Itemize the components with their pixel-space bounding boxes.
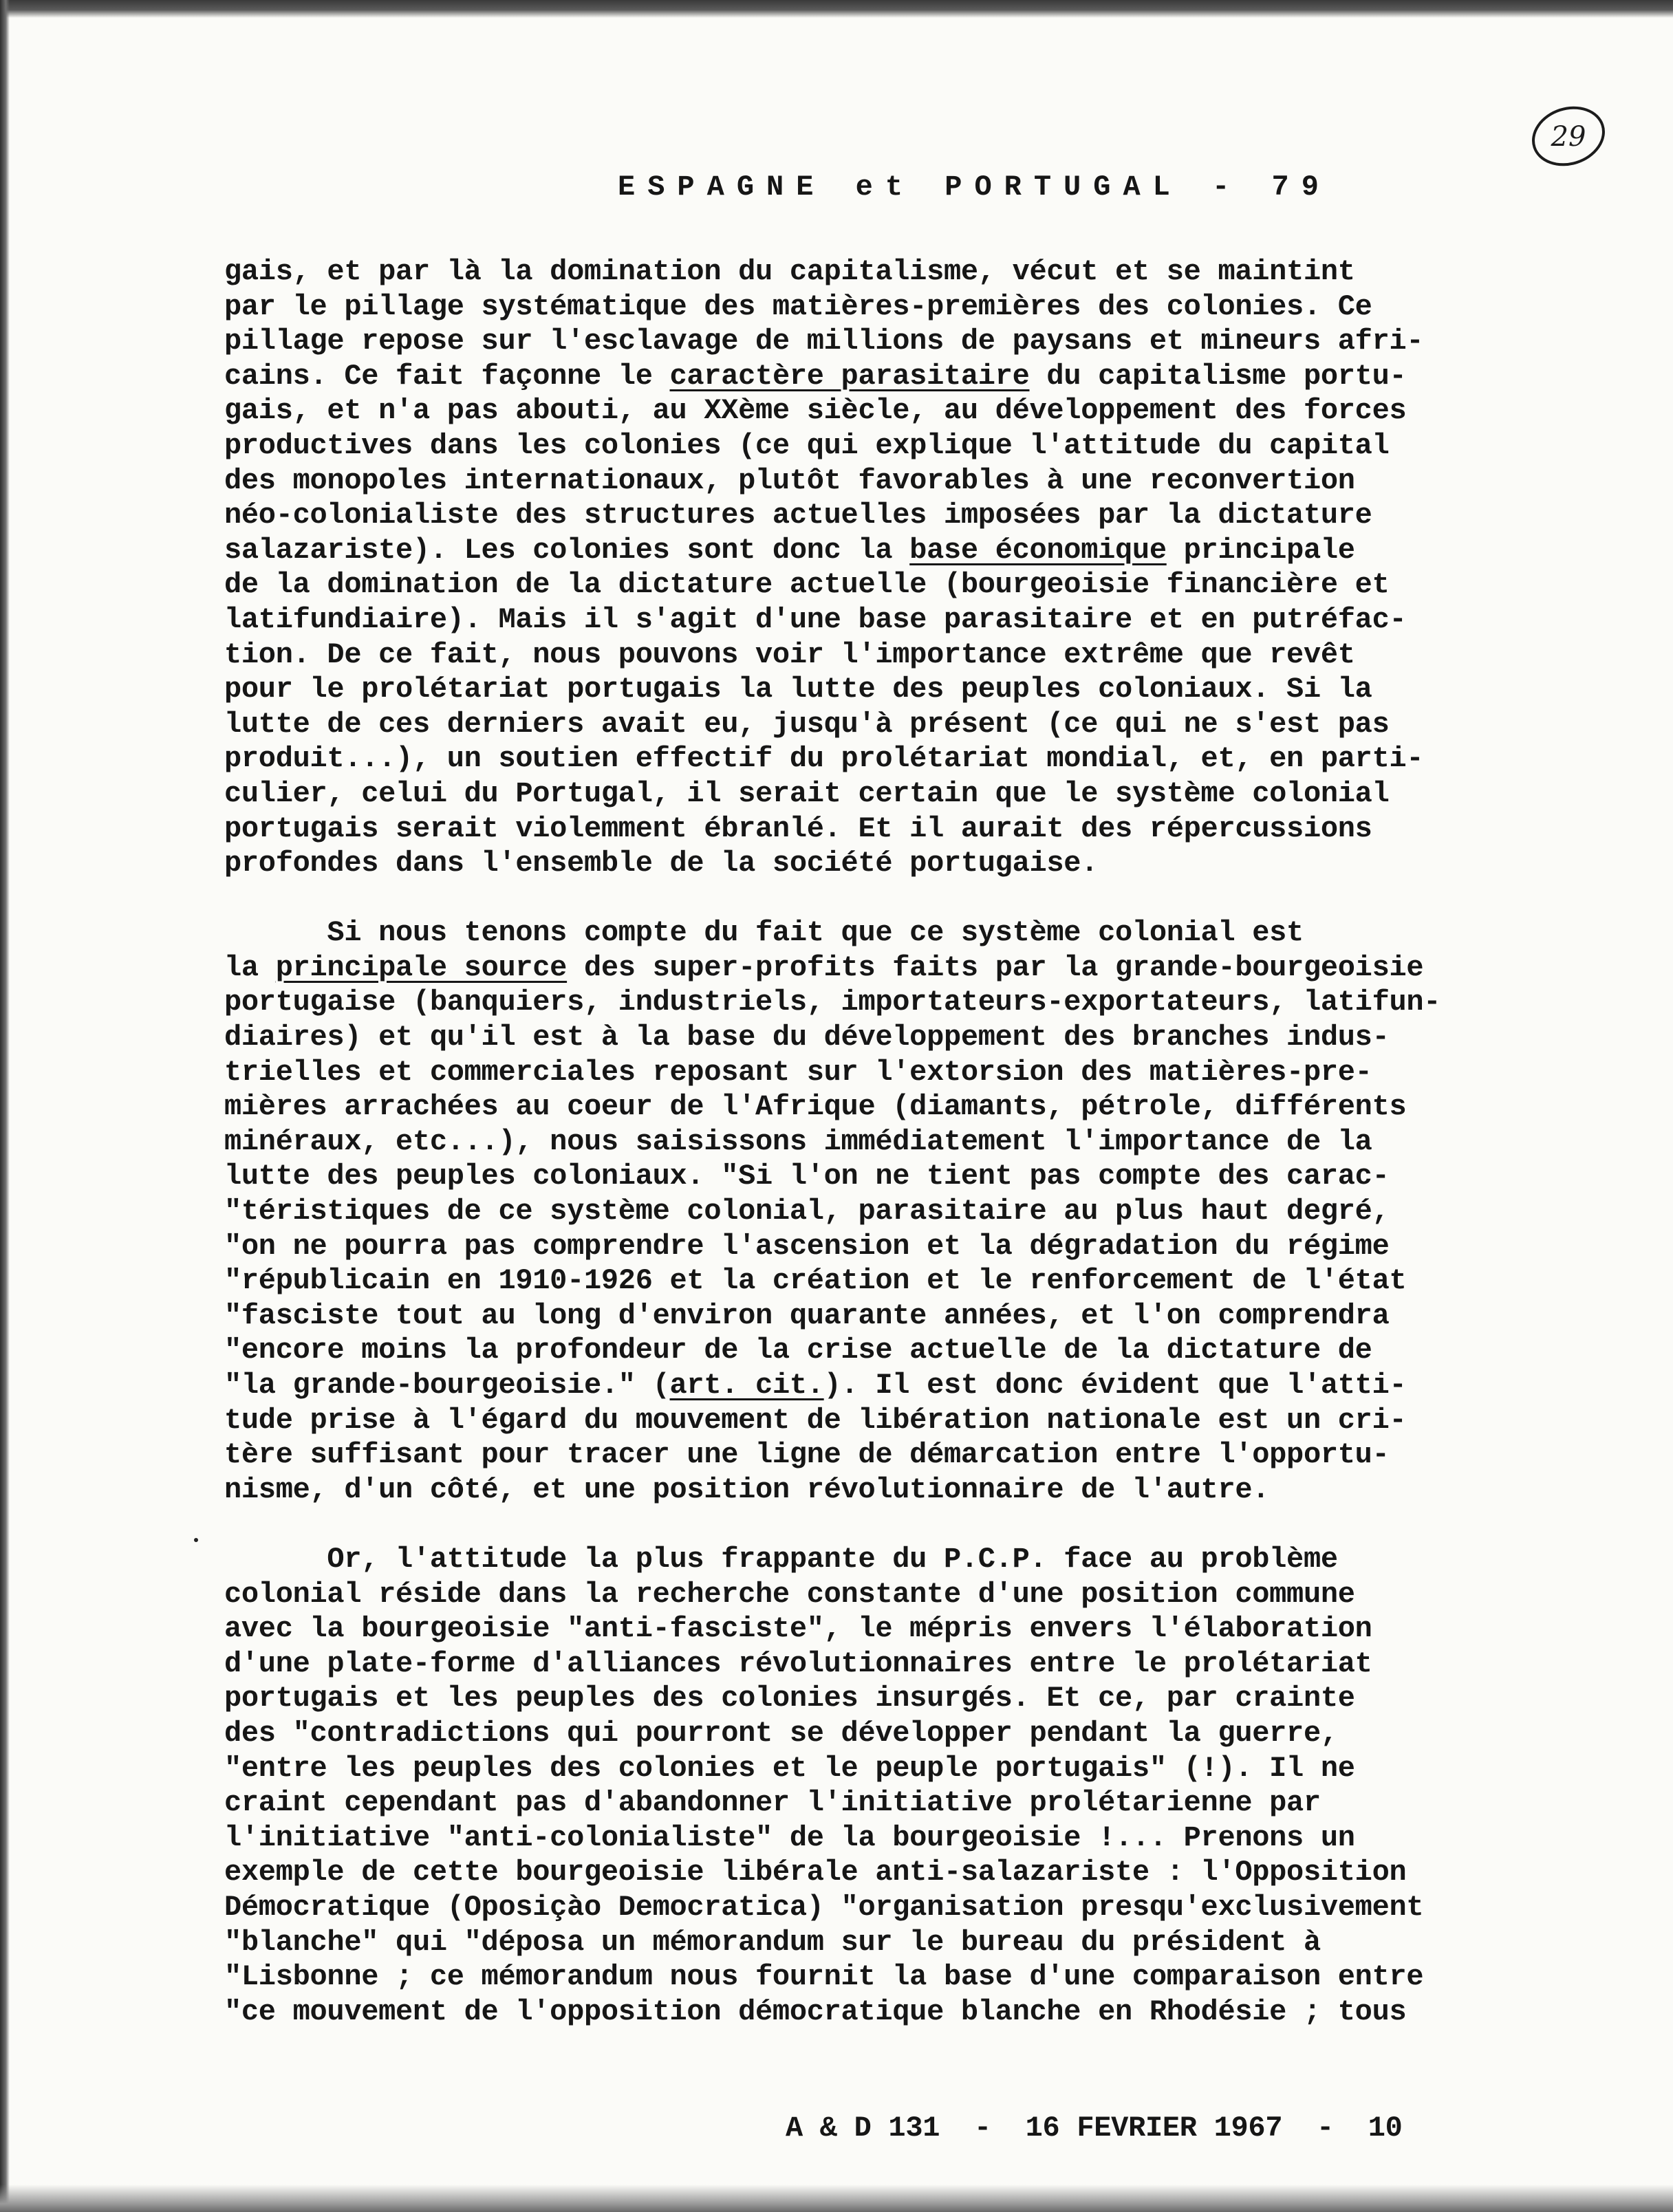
text-line: pour le prolétariat portugais la lutte des peuples coloniaux. Si la	[224, 673, 1372, 706]
text-line: "républicain en 1910-1926 et la création et le renforcement de l'état	[224, 1264, 1407, 1298]
text-line: productives dans les colonies (ce qui explique l'attitude du capital	[224, 429, 1390, 462]
text-line: latifundiaire). Mais il s'agit d'une base parasitaire et en putréfac-	[224, 603, 1407, 636]
text-line: de la domination de la dictature actuelle (bourgeoisie financière et	[224, 568, 1390, 602]
underlined-phrase: principale source	[275, 951, 568, 984]
text-line: minéraux, etc...), nous saisissons immédiatement l'importance de la	[224, 1125, 1372, 1158]
text-line: mières arrachées au coeur de l'Afrique (diamants, pétrole, différents	[224, 1090, 1407, 1124]
text-line: l'initiative "anti-colonialiste" de la bourgeoisie !... Prenons un	[224, 1821, 1355, 1854]
scan-edge-left	[0, 0, 10, 2212]
text-line: diaires) et qu'il est à la base du développement des branches indus-	[224, 1021, 1390, 1054]
text-line: colonial réside dans la recherche constante d'une position commune	[224, 1577, 1355, 1611]
text-line: "ce mouvement de l'opposition démocratique blanche en Rhodésie ; tous	[224, 1995, 1407, 2028]
running-header: ESPAGNE et PORTUGAL - 79	[618, 171, 1331, 204]
text-line: "téristiques de ce système colonial, parasitaire au plus haut degré,	[224, 1195, 1390, 1228]
text-line: "fasciste tout au long d'environ quarante années, et l'on comprendra	[224, 1299, 1390, 1332]
paragraph	[224, 915, 1545, 1507]
text-line: tude prise à l'égard du mouvement de libération nationale est un cri-	[224, 1403, 1407, 1437]
text-line: "Lisbonne ; ce mémorandum nous fournit la base d'une comparaison entre	[224, 1960, 1424, 1994]
scan-edge-bottom	[0, 2184, 1673, 2212]
text-line: portugais serait violemment ébranlé. Et il aurait des répercussions	[224, 812, 1372, 845]
text-line: "on ne pourra pas comprendre l'ascension et la dégradation du régime	[224, 1229, 1390, 1263]
text-line: portugaise (banquiers, industriels, importateurs-exportateurs, latifun-	[224, 986, 1441, 1019]
folio-number: 29	[1551, 121, 1586, 153]
text-line: "blanche" qui "déposa un mémorandum sur le bureau du président à	[224, 1925, 1321, 1959]
text-line: gais, et par là la domination du capitalisme, vécut et se maintint	[224, 255, 1355, 288]
text-line: produit...), un soutien effectif du prolétariat mondial, et, en parti-	[224, 742, 1424, 776]
text-line: d'une plate-forme d'alliances révolutionnaires entre le prolétariat	[224, 1647, 1372, 1680]
paragraph-gap	[224, 881, 1545, 916]
text-line: par le pillage systématique des matières-premières des colonies. Ce	[224, 290, 1372, 323]
underlined-phrase: base économique	[909, 533, 1167, 567]
text-line: la principale source des super-profits faits par la grande-bourgeoisie	[224, 951, 1424, 984]
text-line: cains. Ce fait façonne le caractère parasitaire du capitalisme portu-	[224, 359, 1407, 393]
body-text	[224, 254, 1545, 2029]
text-line: nisme, d'un côté, et une position révolutionnaire de l'autre.	[224, 1473, 1270, 1506]
underlined-phrase: caractère parasitaire	[669, 359, 1030, 393]
text-line: portugais et les peuples des colonies insurgés. Et ce, par crainte	[224, 1682, 1355, 1715]
text-line: Si nous tenons compte du fait que ce système colonial est	[224, 916, 1304, 950]
paragraph	[224, 1542, 1545, 2029]
text-line: salazariste). Les colonies sont donc la base économique principale	[224, 533, 1355, 567]
text-line: culier, celui du Portugal, il serait certain que le système colonial	[224, 777, 1390, 810]
text-line: "encore moins la profondeur de la crise actuelle de la dictature de	[224, 1334, 1372, 1367]
text-line: profondes dans l'ensemble de la société portugaise.	[224, 847, 1099, 880]
text-line: lutte des peuples coloniaux. "Si l'on ne tient pas compte des carac-	[224, 1160, 1390, 1193]
folio-circle-icon	[1527, 100, 1610, 172]
text-line: exemple de cette bourgeoisie libérale anti-salazariste : l'Opposition	[224, 1856, 1407, 1889]
text-line: avec la bourgeoisie "anti-fasciste", le mépris envers l'élaboration	[224, 1612, 1372, 1646]
text-line: lutte de ces derniers avait eu, jusqu'à présent (ce qui ne s'est pas	[224, 707, 1390, 741]
paragraph-gap	[224, 1507, 1545, 1542]
scan-edge-top	[0, 0, 1673, 18]
text-line: des monopoles internationaux, plutôt favorables à une reconvertion	[224, 464, 1355, 497]
text-line: craint cependant pas d'abandonner l'initiative prolétarienne par	[224, 1786, 1321, 1820]
paragraph	[224, 254, 1545, 881]
underlined-phrase: art. cit.	[669, 1369, 824, 1402]
circled-folio-number	[1527, 100, 1610, 172]
text-line: "la grande-bourgeoisie." (art. cit.). Il est donc évident que l'atti-	[224, 1369, 1407, 1402]
text-line: gais, et n'a pas abouti, au XXème siècle, au développement des forces	[224, 394, 1407, 428]
page-footer: A & D 131 - 16 FEVRIER 1967 - 10	[786, 2112, 1403, 2145]
text-line: pillage repose sur l'esclavage de millions de paysans et mineurs afri-	[224, 325, 1424, 358]
text-line: "entre les peuples des colonies et le peuple portugais" (!). Il ne	[224, 1751, 1355, 1785]
margin-dot	[194, 1538, 198, 1542]
text-line: néo-colonialiste des structures actuelles imposées par la dictature	[224, 499, 1372, 532]
text-line: Or, l'attitude la plus frappante du P.C.P. face au problème	[224, 1542, 1338, 1576]
text-line: des "contradictions qui pourront se développer pendant la guerre,	[224, 1716, 1338, 1750]
text-line: trielles et commerciales reposant sur l'extorsion des matières-pre-	[224, 1055, 1372, 1089]
text-line: Démocratique (Oposiçào Democratica) "organisation presqu'exclusivement	[224, 1890, 1424, 1924]
text-line: tère suffisant pour tracer une ligne de démarcation entre l'opportu-	[224, 1438, 1390, 1472]
text-line: tion. De ce fait, nous pouvons voir l'importance extrême que revêt	[224, 638, 1355, 671]
